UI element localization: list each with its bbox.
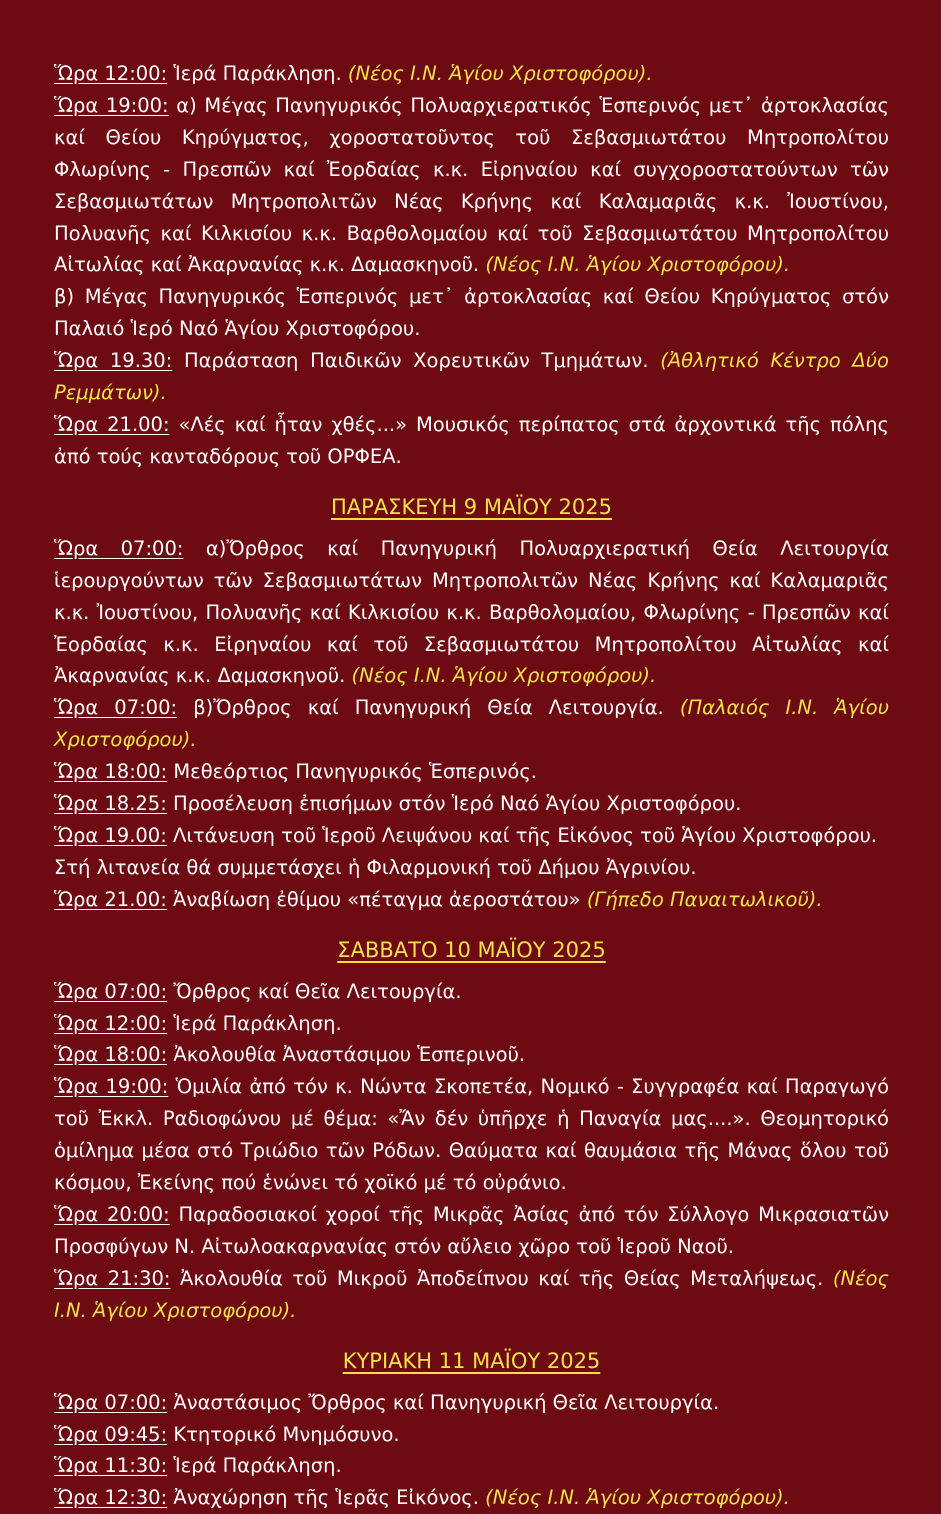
schedule-time: Ὥρα 21.00: bbox=[54, 412, 170, 436]
schedule-item bbox=[54, 90, 889, 281]
schedule-time: Ὥρα 19.30: bbox=[54, 349, 173, 373]
schedule-time: Ὥρα 11:30: bbox=[54, 1454, 168, 1478]
schedule-time: Ὥρα 12:00: bbox=[54, 1011, 168, 1035]
schedule-item bbox=[54, 692, 889, 756]
schedule-item bbox=[54, 1008, 889, 1040]
schedule-item bbox=[54, 852, 889, 884]
schedule-text: Ἱερά Παράκληση. bbox=[167, 1011, 342, 1035]
schedule-item bbox=[54, 976, 889, 1008]
schedule-time: Ὥρα 07:00: bbox=[54, 696, 178, 720]
schedule-text: α)Ὄρθρος καί Πανηγυρική Πολυαρχιερατική Θεία Λειτουργία ἱερουργούντων τῶν Σεβασμιωτάτων Μητροπολιτῶν Νέας Κρήνης καί Καλαμαριᾶς κ.κ. Ἰουστίνου, Πολυανῆς καί Κιλκισίου κ.κ. Βαρθολομαίου, Φλωρίνης - Πρεσπῶν καί Ἐορδαίας κ.κ. Εἰρηναίου καί τοῦ Σεβασμιωτάτου Μητροπολίτου Αἰτωλίας καί Ἀκαρνανίας κ.κ. Δαμασκηνοῦ. bbox=[54, 536, 889, 688]
schedule-text: Ἀκολουθία τοῦ Μικροῦ Ἀποδείπνου καί τῆς Θείας Μεταλήψεως. bbox=[170, 1266, 833, 1290]
schedule-time: Ὥρα 18:00: bbox=[54, 760, 168, 784]
schedule-text: Λιτάνευση τοῦ Ἱεροῦ Λειψάνου καί τῆς Εἰκόνος τοῦ Ἁγίου Χριστοφόρου. bbox=[166, 823, 878, 847]
schedule-item bbox=[54, 409, 889, 473]
schedule-location: (Νέος Ι.Ν. Ἁγίου Χριστοφόρου). bbox=[351, 664, 657, 688]
schedule-text: Ὄρθρος καί Θεῖα Λειτουργία. bbox=[167, 979, 462, 1003]
schedule-item bbox=[54, 1482, 889, 1514]
schedule-time: Ὥρα 19:00: bbox=[54, 93, 169, 117]
schedule-text: Μεθεόρτιος Πανηγυρικός Ἑσπερινός. bbox=[167, 760, 537, 784]
schedule-location: (Νέος Ι.Ν. Ἁγίου Χριστοφόρου). bbox=[54, 1266, 889, 1322]
schedule-time: Ὥρα 07:00: bbox=[54, 1390, 168, 1414]
schedule-time: Ὥρα 21.00: bbox=[54, 887, 167, 911]
schedule-time: Ὥρα 21:30: bbox=[54, 1266, 171, 1290]
schedule-item bbox=[54, 1387, 889, 1419]
schedule-location: (Ἀθλητικό Κέντρο Δύο Ρεμμάτων). bbox=[54, 349, 889, 405]
schedule-location: (Γήπεδο Παναιτωλικοῦ). bbox=[586, 887, 823, 911]
schedule-time: Ὥρα 12:00: bbox=[54, 62, 168, 85]
schedule-text: Προσέλευση ἐπισήμων στόν Ἱερό Ναό Ἁγίου Χριστοφόρου. bbox=[166, 792, 742, 816]
schedule-location: (Παλαιός Ι.Ν. Ἁγίου Χριστοφόρου). bbox=[54, 696, 889, 752]
schedule-text: Ἀναβίωση ἐθίμου «πέταγμα ἀεροστάτου» bbox=[166, 887, 587, 911]
schedule-item bbox=[54, 1419, 889, 1451]
schedule-text: Παράσταση Παιδικῶν Χορευτικῶν Τμημάτων. bbox=[172, 349, 661, 373]
schedule-item bbox=[54, 58, 889, 90]
schedule-item bbox=[54, 1039, 889, 1071]
schedule-item bbox=[54, 1071, 889, 1199]
schedule-location: (Νέος Ι.Ν. Ἁγίου Χριστοφόρου). bbox=[347, 62, 653, 85]
schedule-text: Ἀναχώρηση τῆς Ἱερᾶς Εἰκόνος. bbox=[167, 1486, 486, 1510]
schedule-item bbox=[54, 1450, 889, 1482]
schedule-item bbox=[54, 884, 889, 916]
schedule-location: (Νέος Ι.Ν. Ἁγίου Χριστοφόρου). bbox=[485, 253, 791, 277]
schedule-item bbox=[54, 281, 889, 345]
schedule-item bbox=[54, 788, 889, 820]
schedule-text: β)Ὄρθρος καί Πανηγυρική Θεία Λειτουργία. bbox=[177, 696, 680, 720]
schedule-time: Ὥρα 12:30: bbox=[54, 1486, 168, 1510]
schedule-time: Ὥρα 09:45: bbox=[54, 1422, 168, 1446]
schedule-item bbox=[54, 756, 889, 788]
schedule-text: Ἱερά Παράκληση. bbox=[167, 1454, 342, 1478]
schedule-text: Ἀκολουθία Ἀναστάσιμου Ἑσπερινοῦ. bbox=[167, 1043, 526, 1067]
schedule-item bbox=[54, 820, 889, 852]
day-heading: ΣΑΒΒΑΤΟ 10 ΜΑΪΟΥ 2025 bbox=[337, 937, 606, 962]
schedule-time: Ὥρα 18:00: bbox=[54, 1043, 168, 1067]
sections-container bbox=[54, 495, 889, 1514]
intro-block bbox=[54, 58, 889, 473]
day-heading: ΚΥΡΙΑΚΗ 11 ΜΑΪΟΥ 2025 bbox=[342, 1348, 601, 1373]
schedule-text: β) Μέγας Πανηγυρικός Ἑσπερινός μετ᾽ ἀρτοκλασίας καί Θείου Κηρύγματος στόν Παλαιό Ἱερό Ναό Ἁγίου Χριστοφόρου. bbox=[54, 285, 889, 341]
schedule-text: Παραδοσιακοί χοροί τῆς Μικρᾶς Ἀσίας ἀπό τόν Σύλλογο Μικρασιατῶν Προσφύγων Ν. Αἰτωλοακαρνανίας στόν αὔλειο χῶρο τοῦ Ἱεροῦ Ναοῦ. bbox=[54, 1203, 890, 1258]
day-heading: ΠΑΡΑΣΚΕΥΗ 9 ΜΑΪΟΥ 2025 bbox=[331, 494, 612, 519]
schedule-time: Ὥρα 07:00: bbox=[54, 979, 168, 1003]
schedule-text: Ἀναστάσιμος Ὄρθρος καί Πανηγυρική Θεῖα Λειτουργία. bbox=[167, 1390, 720, 1414]
schedule-text: Ὁμιλία ἀπό τόν κ. Νώντα Σκοπετέα, Νομικό - Συγγραφέα καί Παραγωγό τοῦ Ἐκκλ. Ραδιοφώνου μέ θέμα: «Ἄν δέν ὑπῆρχε ἡ Παναγία μας....». Θεομητορικό ὁμίλημα μέσα στό Τριώδιο τῶν Ρόδων. Θαύματα καί θαυμάσια τῆς Μάνας ὅλου τοῦ κόσμου, Ἐκείνης πού ἑνώνει τό χοϊκό μέ τό οὐράνιο. bbox=[54, 1075, 890, 1195]
schedule-location: (Νέος Ι.Ν. Ἁγίου Χριστοφόρου). bbox=[485, 1486, 790, 1510]
schedule-text: «Λές καί ἦταν χθές...» Μουσικός περίπατος στά ἀρχοντικά τῆς πόλης ἀπό τούς κανταδόρους τοῦ ΟΡΦΕΑ. bbox=[54, 412, 889, 468]
schedule-item bbox=[54, 1263, 889, 1327]
schedule-item bbox=[54, 345, 889, 409]
schedule-text: Στή λιτανεία θά συμμετάσχει ἡ Φιλαρμονική τοῦ Δήμου Ἀγρινίου. bbox=[54, 855, 697, 879]
schedule-text: Ἱερά Παράκληση. bbox=[167, 62, 348, 85]
schedule-item bbox=[54, 533, 889, 693]
schedule-item bbox=[54, 1199, 889, 1263]
schedule-time: Ὥρα 19:00: bbox=[54, 1075, 169, 1099]
schedule-time: Ὥρα 18.25: bbox=[54, 792, 167, 816]
schedule-text: Κτητορικό Μνημόσυνο. bbox=[167, 1422, 400, 1446]
schedule-text: α) Μέγας Πανηγυρικός Πολυαρχιερατικός Ἑσπερινός μετ᾽ ἀρτοκλασίας καί Θείου Κηρύγματος, χοροστατοῦντος τοῦ Σεβασμιωτάτου Μητροπολίτου Φλωρίνης - Πρεσπῶν καί Ἐορδαίας κ.κ. Εἰρηναίου καί συγχοροστατούντων τῶν Σεβασμιωτάτων Μητροπολιτῶν Νέας Κρήνης καί Καλαμαριᾶς κ.κ. Ἰουστίνου, Πολυανῆς καί Κιλκισίου κ.κ. Βαρθολομαίου καί τοῦ Σεβασμιωτάτου Μητροπολίτου Αἰτωλίας καί Ἀκαρνανίας κ.κ. Δαμασκηνοῦ. bbox=[54, 93, 889, 277]
schedule-time: Ὥρα 07:00: bbox=[54, 536, 184, 560]
schedule-time: Ὥρα 19.00: bbox=[54, 823, 167, 847]
schedule-time: Ὥρα 20:00: bbox=[54, 1203, 170, 1226]
